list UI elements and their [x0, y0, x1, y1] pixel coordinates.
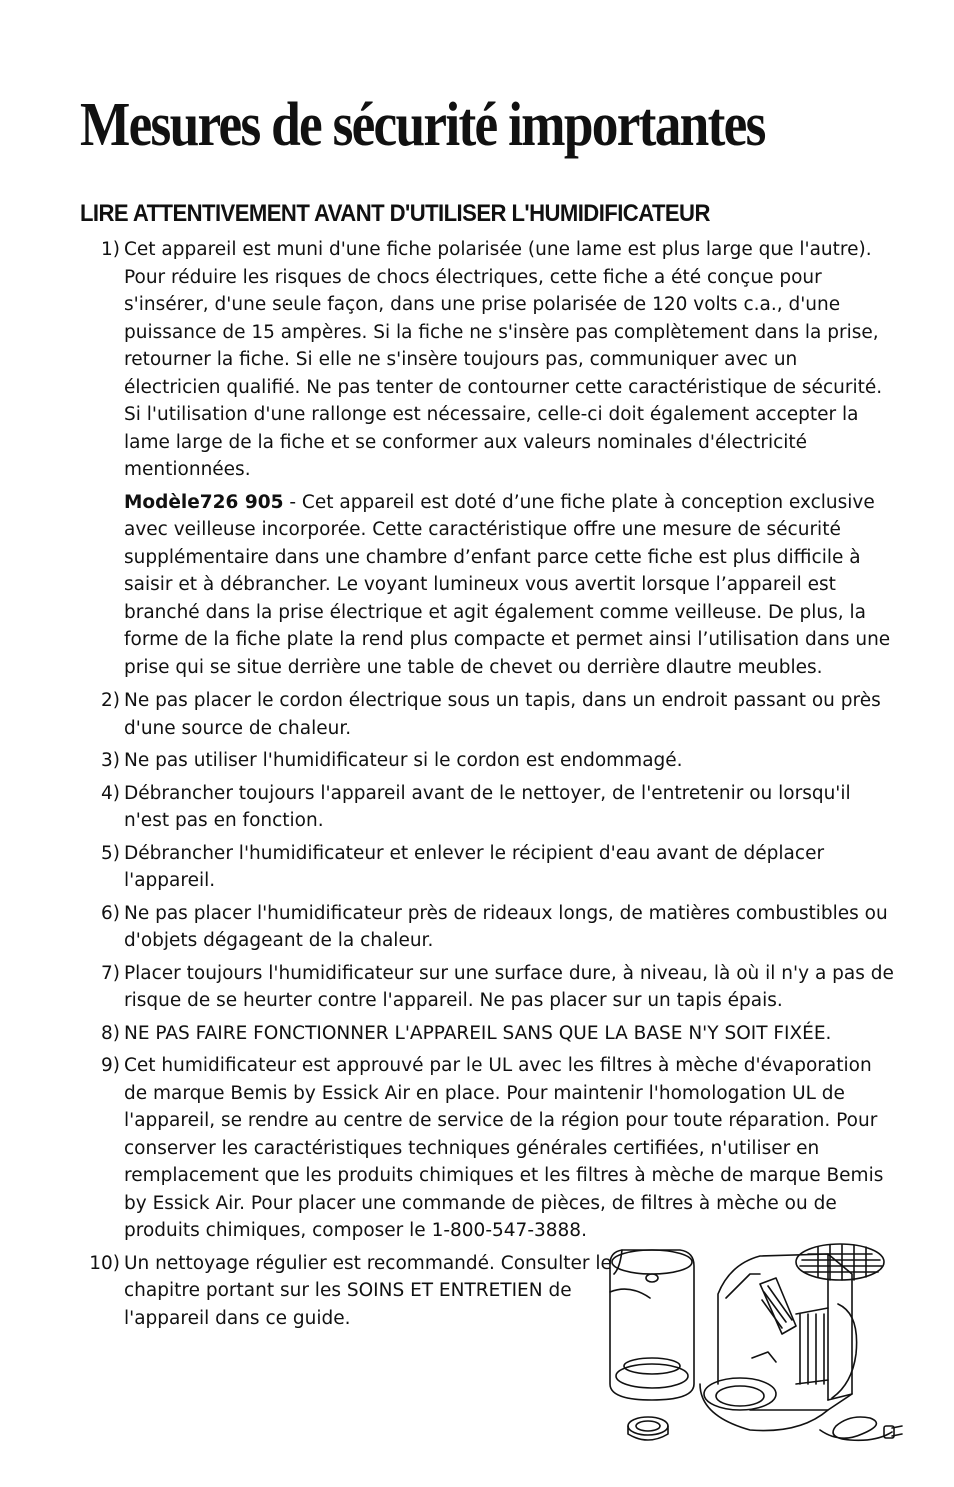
page-title: Mesures de sécurité importantes — [80, 91, 765, 159]
list-item — [80, 747, 896, 775]
item-number: 4) — [101, 782, 120, 804]
section-subtitle: LIRE ATTENTIVEMENT AVANT D'UTILISER L'HUMIDIFICATEUR — [80, 200, 710, 227]
item-text: Placer toujours l'humidificateur sur une surface dure, à niveau, là où il n'y a pas de risque de se heurter contre l'appareil. Ne pas placer sur un tapis épais. — [124, 962, 894, 1011]
item-number: 6) — [101, 902, 120, 924]
item-number: 9) — [101, 1055, 120, 1076]
list-item — [80, 1020, 896, 1048]
item-number: 1) — [101, 239, 120, 260]
item-text: Cet humidificateur est approuvé par le UL avec les filtres à mèche d'évaporation de marque Bemis by Essick Air en place. Pour maintenir l'homologation UL de l'appareil, se rendre au centre de service de la région pour toute réparation. Pour conserver les caractéristiques techniques générales certifiées, n'utiliser en remplacement que les produits chimiques et les filtres à mèche de marque Bemis by Essick Air. Pour placer une commande de pièces, de filtres à mèche ou de produits chimiques, composer le 1-800-547-3888. — [124, 1055, 884, 1241]
item-text: Débrancher l'humidificateur et enlever le récipient d'eau avant de déplacer l'appareil. — [124, 842, 825, 891]
list-item — [80, 960, 896, 1015]
item-number: 2) — [101, 690, 120, 711]
list-item — [80, 780, 896, 835]
item-text: Un nettoyage régulier est recommandé. Consulter le chapitre portant sur les SOINS ET ENTRETIEN de l'appareil dans ce guide. — [124, 1252, 612, 1329]
item-text: NE PAS FAIRE FONCTIONNER L'APPAREIL SANS QUE LA BASE N'Y SOIT FIXÉE. — [124, 1022, 832, 1044]
model-note-text: - Cet appareil est doté d’une fiche plate à conception exclusive avec veilleuse incorporée. Cette caractéristique offre une mesure de sécurité supplémentaire dans une chambre d’enfant parce cette fiche est plus difficile à saisir et à débrancher. Le voyant lumineux vous avertit lorsque l’appareil est branché dans la prise électrique et agit également comme veilleuse. De plus, la forme de la fiche plate la rend plus compacte et permet ainsi l’utilisation dans une prise qui se situe derrière une table de chevet ou derrière dlautre meubles. — [124, 491, 891, 678]
item-text: Ne pas placer l'humidificateur près de rideaux longs, de matières combustibles ou d'objets dégageant de la chaleur. — [124, 902, 888, 951]
item-text: Cet appareil est muni d'une fiche polarisée (une lame est plus large que l'autre). Pour réduire les risques de chocs électriques, cette fiche a été conçue pour s'insérer, d'une seule façon, dans une prise polarisée de 120 volts c.a., d'une puissance de 15 ampères. Si la fiche ne s'insère pas complètement dans la prise, retourner la fiche. Si elle ne s'insère toujours pas, communiquer avec un électricien qualifié. Ne pas tenter de contourner cette caractéristique de sécurité. Si l'utilisation d'une rallonge est nécessaire, celle-ci doit également accepter la lame large de la fiche et se conformer aux valeurs nominales d'électricité mentionnées. — [124, 239, 883, 480]
item-number: 3) — [101, 750, 120, 771]
item-number: 5) — [101, 842, 120, 864]
model-note — [80, 489, 896, 682]
list-item — [80, 1052, 896, 1245]
item-text: Ne pas placer le cordon électrique sous un tapis, dans un endroit passant ou près d'une source de chaleur. — [124, 690, 881, 739]
safety-list — [80, 236, 896, 1337]
list-item — [80, 840, 896, 895]
list-item — [80, 236, 896, 484]
item-number: 7) — [101, 962, 120, 984]
item-number: 10) — [89, 1252, 120, 1274]
list-item — [80, 1250, 644, 1333]
list-item — [80, 900, 896, 955]
item-number: 8) — [101, 1022, 120, 1044]
list-item — [80, 687, 896, 742]
humidifier-illustration-icon — [600, 1234, 910, 1452]
model-label: Modèle726 905 — [124, 491, 284, 513]
item-text: Ne pas utiliser l'humidificateur si le cordon est endommagé. — [124, 750, 683, 771]
item-text: Débrancher toujours l'appareil avant de le nettoyer, de l'entretenir ou lorsqu'il n'est pas en fonction. — [124, 782, 851, 831]
